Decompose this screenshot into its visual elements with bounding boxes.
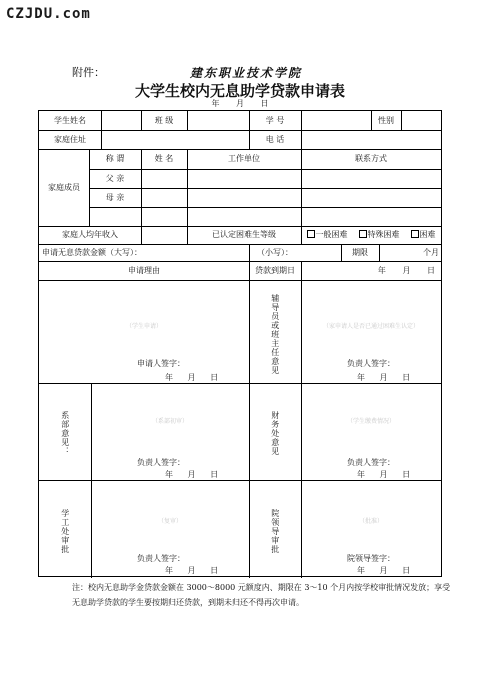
dept-opinion-label: 系部意见： [60,410,70,456]
finance-opinion-label: 财务处意见 [270,410,280,456]
due-date-value[interactable]: 年 月 日 [377,265,435,275]
header-date: 年 月 日 [211,99,269,108]
finance-signature-label: 负责人签字： [347,458,395,467]
student-affairs-date: 年 月 日 [165,566,219,575]
counselor-opinion-label: 辅导员或班主任意见 [270,293,280,375]
finance-hint: （学生缴费情况） [346,418,395,426]
attachment-label: 附件： [72,66,105,79]
counselor-date: 年 月 日 [357,373,411,382]
dept-hint: （系部初审） [151,418,188,426]
family-header-employer: 工作单位 [228,154,260,164]
option-special[interactable]: 特殊困难 [359,230,400,240]
student-apply-hint: （学生申请） [125,323,162,331]
approve-hint: （批准） [358,518,383,526]
label-due-date: 贷款到期日 [255,265,295,275]
leader-approval-label: 院领导审批 [270,508,280,554]
label-class: 班 级 [154,115,174,125]
applicant-date: 年 月 日 [165,373,219,382]
label-student-id: 学 号 [265,115,285,125]
family-member-father: 父 亲 [105,173,125,183]
footnote: 注：校内无息助学金贷款金额在 3000～8000 元额度内、期限在 3～10 个月内按学校审批情况发放；享受无息助学贷款的学生要按期归还贷款，到期未归还不得再次申请。 [72,583,451,607]
family-member-mother: 母 亲 [105,192,125,202]
checkbox-hardship[interactable] [411,230,419,238]
counselor-signature-label: 负责人签字： [347,359,395,368]
student-affairs-signature-label: 负责人签字： [137,554,185,563]
label-address: 家庭住址 [54,134,86,144]
field-gender[interactable] [401,111,441,130]
label-family-members: 家庭成员 [48,182,80,192]
label-hardship-level: 已认定困难生等级 [212,230,276,240]
label-student-name: 学生姓名 [54,115,86,125]
applicant-signature-label: 申请人签字： [137,359,185,368]
family-header-contact: 联系方式 [355,154,387,164]
checkbox-special[interactable] [359,230,367,238]
option-general[interactable]: 一般困难 [307,230,348,240]
field-student-name[interactable] [101,111,141,130]
dept-date: 年 月 日 [165,470,219,479]
school-name: 建东职业技术学院 [190,66,303,80]
application-form [38,110,442,577]
dept-signature-label: 负责人签字： [137,458,185,467]
label-month-unit: 个月 [423,247,439,257]
option-hardship[interactable]: 困难 [411,230,436,240]
field-class[interactable] [187,111,249,130]
label-gender: 性别 [378,115,394,125]
label-income: 家庭人均年收入 [62,230,118,240]
student-affairs-approval-label: 学工处审批 [60,508,70,554]
label-loan-amount: 申请无息贷款金额（大写）： [42,247,142,257]
family-member-fields[interactable] [141,169,441,226]
family-header-relation: 称 谓 [105,154,125,164]
label-reason: 申请理由 [128,265,160,275]
label-loan-small: （小写）： [257,247,293,257]
counselor-hint: （家申请人是否已通过困难生认定） [322,323,419,331]
checkbox-general[interactable] [307,230,315,238]
page-title: 大学生校内无息助学贷款申请表 [134,82,345,100]
field-phone[interactable] [301,130,441,149]
label-term: 期限 [352,247,368,257]
leader-signature-label: 院领导签字： [347,554,395,563]
finance-date: 年 月 日 [357,470,411,479]
hardship-options [301,226,441,244]
field-student-id[interactable] [301,111,371,130]
site-watermark: CZJDU.com [6,6,91,22]
field-income[interactable] [141,226,187,244]
field-address[interactable] [101,130,249,149]
family-header-name: 姓 名 [154,154,174,164]
leader-date: 年 月 日 [357,566,411,575]
review-hint: （复审） [157,518,182,526]
label-phone: 电 话 [265,134,285,144]
